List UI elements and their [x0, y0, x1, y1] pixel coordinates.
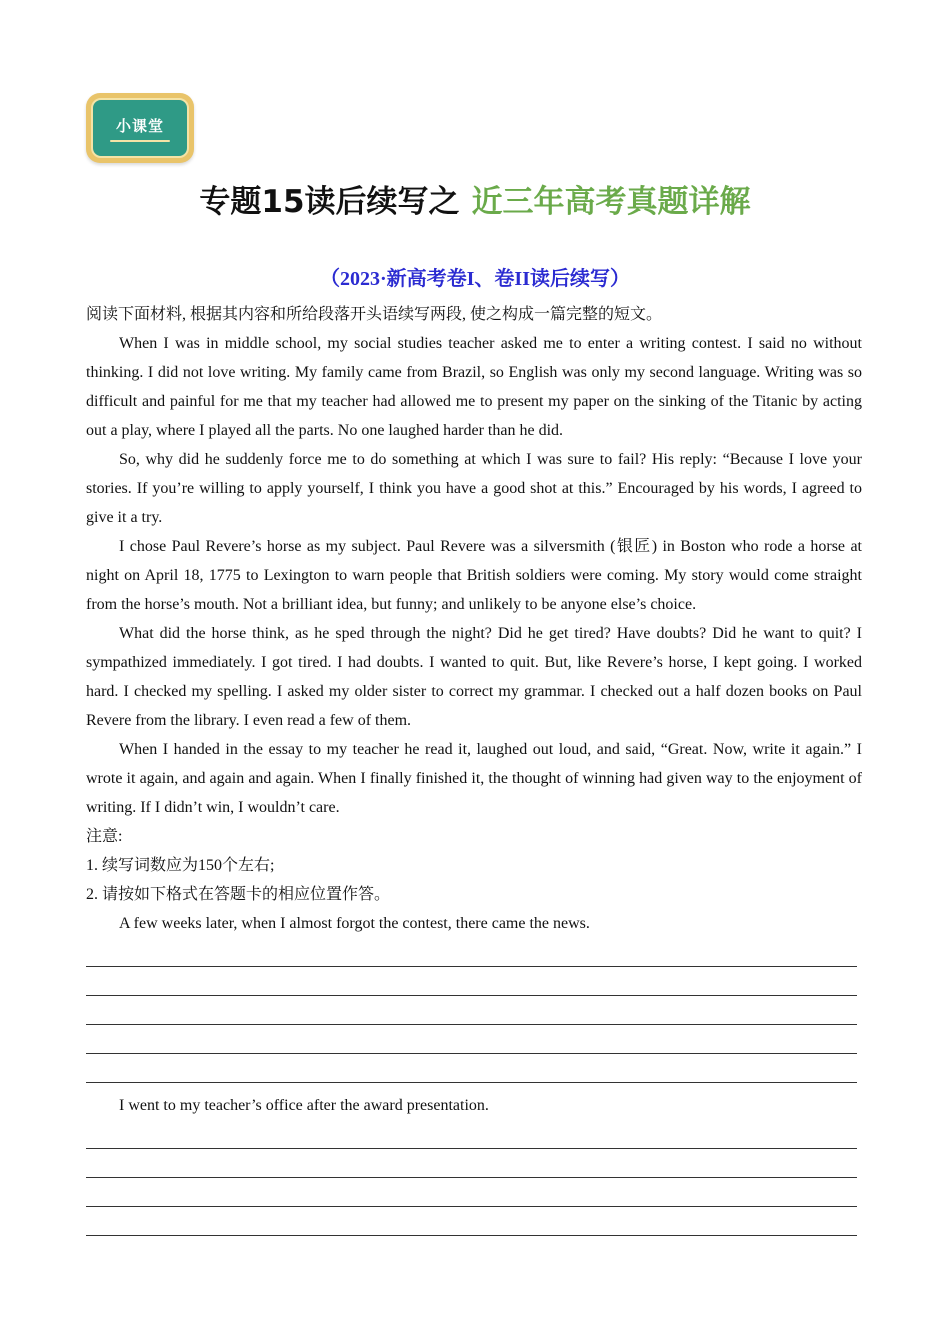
answer-line[interactable]	[86, 938, 857, 967]
answer-line[interactable]	[86, 967, 857, 996]
document-body	[86, 300, 862, 1236]
passage-paragraph-4: What did the horse think, as he sped through the night? Did he get tired? Have doubts? Did he want to quit? I sympathized immediately. I got tired. I had doubts. I wanted to quit. But, like Revere’s horse, I kept going. I worked hard. I checked my spelling. I asked my older sister to correct my grammar. I checked out a half dozen books on Paul Revere from the library. I even read a few of them.	[86, 625, 862, 729]
logo-underline	[110, 140, 170, 142]
instructions-text: 阅读下面材料, 根据其内容和所给段落开头语续写两段, 使之构成一篇完整的短文。	[86, 306, 663, 323]
answer-lines-1	[86, 938, 857, 1083]
page-title-main: 专题15读后续写之	[199, 184, 460, 220]
answer-line[interactable]	[86, 1207, 857, 1236]
passage-paragraph-1: When I was in middle school, my social studies teacher asked me to enter a writing contest. I said no without thinking. I did not love writing. My family came from Brazil, so English was only my second language. Writing was so difficult and painful for me that my teacher had allowed me to present my paper on the sinking of the Titanic by acting out a play, where I played all the parts. No one laughed harder than he did.	[86, 335, 862, 439]
notes-label: 注意:	[86, 828, 123, 845]
continuation-opening-2: I went to my teacher’s office after the award presentation.	[119, 1097, 489, 1114]
logo-badge-inner	[91, 98, 189, 158]
answer-line[interactable]	[86, 996, 857, 1025]
answer-line[interactable]	[86, 1149, 857, 1178]
passage-paragraph-3: I chose Paul Revere’s horse as my subject. Paul Revere was a silversmith (银匠) in Boston who rode a horse at night on April 18, 1775 to Lexington to warn people that British soldiers were coming. My story would come straight from the horse’s mouth. Not a brilliant idea, but funny; and unlikely to be anyone else’s choice.	[86, 538, 862, 613]
exam-subtitle: （2023·新高考卷I、卷II读后续写）	[319, 268, 631, 290]
answer-lines-2	[86, 1120, 857, 1236]
answer-line[interactable]	[86, 1025, 857, 1054]
answer-line[interactable]	[86, 1054, 857, 1083]
continuation-opening-1: A few weeks later, when I almost forgot the contest, there came the news.	[119, 915, 590, 932]
logo-badge	[86, 93, 194, 163]
passage-paragraph-5: When I handed in the essay to my teacher he read it, laughed out loud, and said, “Great. Now, write it again.” I wrote it again, and again and again. When I finally finished it, the thought of winning had given way to the enjoyment of writing. If I didn’t win, I wouldn’t care.	[86, 741, 862, 816]
page-title-accent: 近三年高考真题详解	[471, 184, 751, 220]
passage-paragraph-2: So, why did he suddenly force me to do something at which I was sure to fail? His reply: “Because I love your stories. If you’re willing to apply yourself, I think you have a good shot at this.” Encouraged by his words, I agreed to give it a try.	[86, 451, 862, 526]
answer-line[interactable]	[86, 1178, 857, 1207]
answer-line[interactable]	[86, 1120, 857, 1149]
note-item-1: 1. 续写词数应为150个左右;	[86, 857, 275, 874]
page-title	[0, 176, 950, 221]
note-item-2: 2. 请按如下格式在答题卡的相应位置作答。	[86, 886, 391, 903]
logo-text: 小课堂	[115, 116, 164, 135]
spacer	[86, 1083, 862, 1091]
